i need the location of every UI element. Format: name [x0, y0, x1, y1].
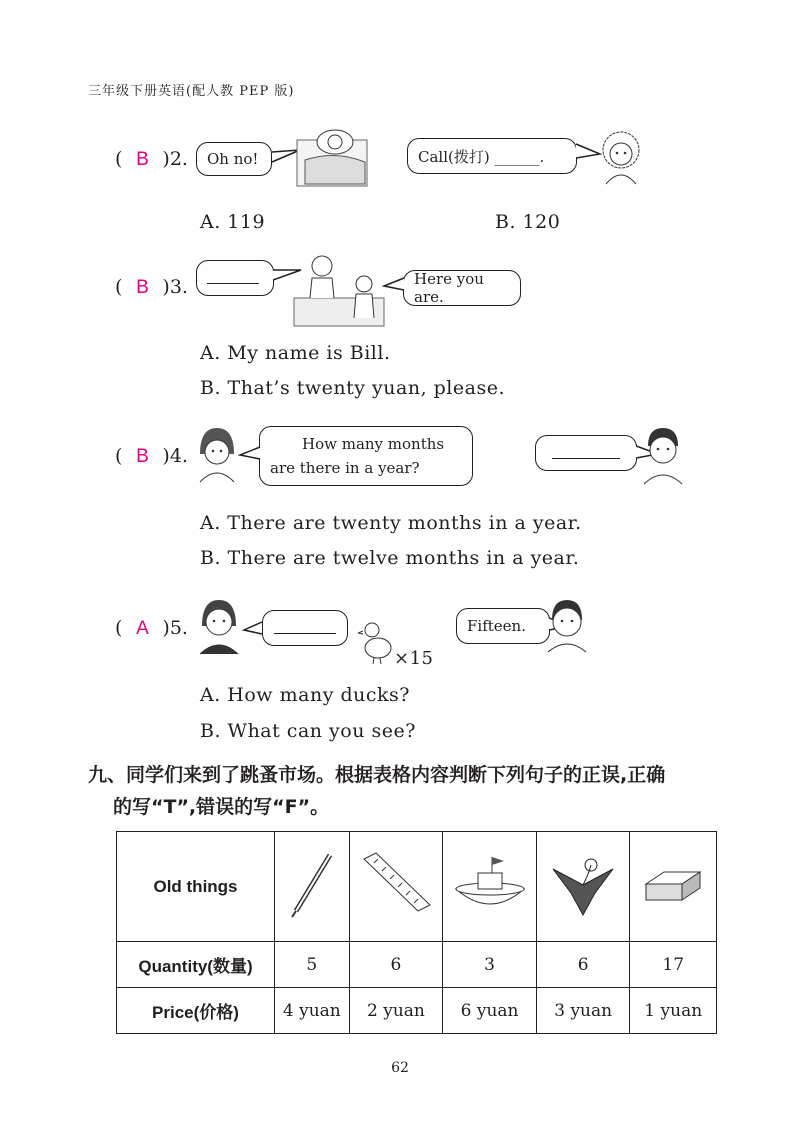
speech-bubble-right: [407, 138, 577, 174]
item-boat: [443, 832, 537, 942]
table-row: [117, 988, 717, 1034]
speech-bubble-left: [196, 142, 272, 176]
question-number: 2.: [169, 148, 188, 170]
table-cell: 3 yuan: [536, 988, 630, 1034]
table-cell: 2 yuan: [349, 988, 443, 1034]
boy-face-icon: [542, 596, 592, 654]
bubble-tail: [238, 445, 262, 463]
girl-face-icon: [196, 424, 238, 484]
table-cell: 4 yuan: [275, 988, 350, 1034]
section-title: 九、同学们来到了跳蚤市场。根据表格内容判断下列句子的正误,正确: [88, 764, 666, 786]
kite-icon: [545, 849, 621, 919]
flea-market-table: [116, 831, 717, 1034]
answer-blank: [274, 633, 336, 634]
option-a: A. My name is Bill.: [200, 342, 391, 364]
shop-scene-icon: [292, 248, 392, 328]
speech-bubble-right: [403, 270, 521, 306]
speech-bubble-right: [456, 608, 550, 644]
page-number: 62: [391, 1060, 409, 1076]
sick-person-in-bed-icon: [295, 120, 370, 188]
bubble-tail: [382, 276, 406, 294]
bubble-text: How many months are there in a year?: [270, 435, 445, 477]
table-cell: 6: [536, 942, 630, 988]
question-5: ( A )5.: [115, 617, 188, 639]
answer-2: B: [136, 149, 149, 170]
item-eraser: [630, 832, 717, 942]
quantity-label: Quantity(数量): [117, 942, 275, 988]
option-b: B. There are twelve months in a year.: [200, 547, 580, 569]
duck-count: ×15: [394, 648, 434, 669]
question-3: ( B )3.: [115, 276, 188, 298]
bubble-text: Here you are.: [414, 270, 484, 306]
bubble-text: Call(拨打) ______.: [418, 147, 545, 166]
speech-bubble-right: [535, 435, 637, 471]
speech-bubble-left: [262, 610, 348, 646]
table-cell: 17: [630, 942, 717, 988]
ruler-icon: [358, 849, 434, 919]
table-cell: 3: [443, 942, 537, 988]
page-header: 三年级下册英语(配人教 PEP 版): [88, 84, 295, 99]
answer-3: B: [136, 277, 149, 298]
option-b: B. What can you see?: [200, 720, 416, 742]
question-2: ( B )2.: [115, 148, 188, 170]
pen-icon: [282, 849, 342, 919]
option-b: B. That’s twenty yuan, please.: [200, 377, 505, 399]
table-cell: 5: [275, 942, 350, 988]
table-row: [117, 832, 717, 942]
boat-icon: [452, 849, 528, 919]
speech-bubble-left: [196, 260, 274, 296]
option-a: A. There are twenty months in a year.: [200, 512, 582, 534]
bubble-text: Oh no!: [207, 150, 259, 168]
table-header-cell: Old things: [117, 832, 275, 942]
answer-5: A: [136, 618, 149, 639]
boy-face-icon: [640, 424, 686, 486]
question-number: 5.: [169, 617, 188, 639]
girl-face-icon: [598, 126, 644, 186]
answer-blank: [552, 458, 620, 459]
duck-icon: [358, 620, 394, 666]
option-b: B. 120: [495, 211, 561, 233]
item-ruler: [349, 832, 443, 942]
price-label: Price(价格): [117, 988, 275, 1034]
eraser-icon: [638, 854, 708, 914]
option-a: A. 119: [200, 211, 266, 233]
girl-face-icon: [196, 596, 242, 656]
table-cell: 6 yuan: [443, 988, 537, 1034]
bubble-tail: [242, 620, 264, 638]
bubble-text: Fifteen.: [467, 617, 526, 635]
speech-bubble-left: [259, 426, 473, 486]
table-cell: 6: [349, 942, 443, 988]
question-number: 3.: [169, 276, 188, 298]
answer-4: B: [136, 446, 149, 467]
item-kite: [536, 832, 630, 942]
table-row: [117, 942, 717, 988]
section-title-line2: 的写“T”,错误的写“F”。: [113, 796, 330, 818]
option-a: A. How many ducks?: [200, 684, 410, 706]
table-cell: 1 yuan: [630, 988, 717, 1034]
item-pen: [275, 832, 350, 942]
question-number: 4.: [169, 445, 188, 467]
question-4: ( B )4.: [115, 445, 188, 467]
answer-blank: [207, 283, 259, 284]
